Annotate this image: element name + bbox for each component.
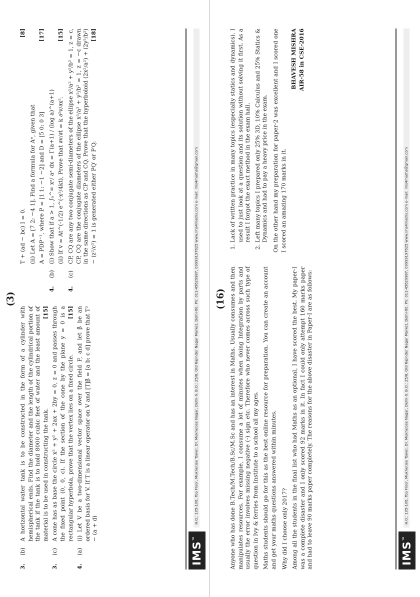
question-part	[39, 267, 47, 278]
question-part: (c)	[52, 547, 59, 555]
page-number: (16)	[216, 287, 226, 310]
signature	[291, 28, 306, 252]
paragraph: Maths students should go for this as the best online resource for preparation. You can create an account and get your maths questions answered within minutes.	[263, 265, 277, 569]
question-part: (b)	[48, 269, 55, 278]
question-part	[20, 267, 28, 278]
question-number: 4.	[48, 285, 55, 292]
question-item	[68, 28, 98, 292]
question-text	[58, 28, 66, 264]
question-text	[49, 28, 57, 264]
question-columns	[20, 28, 180, 569]
question-item	[52, 306, 75, 570]
question-body: A cone has as base the circle x² + y² + 2ax + 2by = 0, z = 0 and passes through the fixed point (0, 0, c). If the section of the cone by the plane y = 0 is a rectangular hyperbola, prove that the vertex lies on a fixed circle.	[52, 305, 74, 541]
paragraph: On the other hand my preparation for paper-2 was excellent and I scored one I scored an amazing 170 marks in it.	[272, 28, 287, 252]
page-16	[210, 0, 420, 597]
footer-address: H.O.: 105-106, Top Floor, Mukherjee Tower, Dr. Mukherjee Nagar, Delhi-9. B.O.: 25/8, Old Rajinder Nagar Market, Delhi-60. Ph: 011-45629987, 09999197625 www.ims4maths.com e-mail: ims4maths@gmail.com	[193, 28, 200, 527]
paragraph: Among all the students in the final list who had Maths as an optional, I have scored the best. My paper-I was a complete disaster and I only scored 92 marks in it. In fact I could only attempt 160 marks paper and had to leave 90 marks paper completely. The reasons for the above disaster in Paper-I are as follows:	[292, 265, 314, 569]
question-body: T + (ad − bc) I = 0.	[20, 207, 26, 264]
page-footer	[395, 28, 416, 569]
question-marks: [15]	[58, 28, 65, 42]
footer-address: H.O.: 105-106, Top Floor, Mukherjee Tower, Dr. Mukherjee Nagar, Delhi-9. B.O.: 25/8, Old Rajinder Nagar Market, Delhi-60. Ph: 011-45629987, 09999197625 www.ims4maths.com e-mail: ims4maths@gmail.com	[403, 28, 410, 527]
question-marks: [15]	[42, 305, 49, 319]
question-text	[20, 306, 50, 542]
question-marks: [17]	[39, 28, 46, 42]
question-text	[77, 306, 100, 542]
reasons-list	[230, 28, 270, 252]
question-column-2	[20, 28, 180, 292]
question-part	[30, 267, 38, 278]
question-marks: [8]	[20, 28, 26, 38]
question-text	[39, 28, 47, 264]
question-body: A horizontal water tank is to be constructed in the form of a cylinder with hemispherical ends. Find the diameter and the length of the cylindrical portion of the tank if the tank is to hold 8000 cubic feet of water and the least amount of material is to be used in constructing the tank.	[20, 305, 49, 541]
page-number: (3)	[6, 291, 16, 306]
question-text	[52, 306, 75, 542]
paragraph: Anyone who has done B.Tech/M.Tech/B.Sc/M.Sc and has an interest in Maths. Usually consumes and then manipulates resources. For example, I consume a lot of minutes when doing Integration by parts and usually the error involves missing negative (-) sign etc. Therefore who never comes across such type of question in Ivy & ferries from Institute to a school all my ages.	[230, 265, 259, 569]
question-item	[20, 306, 50, 570]
testimonial-column-2	[230, 28, 390, 252]
question-item	[30, 28, 38, 292]
question-number: 4.	[77, 563, 84, 569]
paragraph: Why did I choose only 2017?	[281, 487, 288, 569]
page-footer	[185, 28, 206, 569]
testimonial-content	[230, 28, 390, 569]
signature-name: BHAVESH MISHRA	[291, 28, 298, 89]
question-text	[30, 28, 38, 264]
question-marks: [15]	[67, 305, 74, 319]
question-number: 4.	[67, 285, 74, 292]
question-body: CP, CQ are any two conjugate semi-diameters of the ellipse x²/a² + y²/b² = 1, z = c, CP, CQ are the conjugate diameters of the ellipse x²/a² + y²/b² = 1, z = −c drawn in the same directions as CP and CQ. Prove that the hyperboloid (2x²/a²) + (2y²/b²) − (z²/c²) = 1 is generated either PQ′ or P′Q.	[67, 28, 97, 264]
question-number	[30, 281, 38, 292]
question-part: (a)	[77, 547, 84, 555]
question-item	[77, 306, 100, 570]
question-number	[20, 281, 28, 292]
question-column-1	[20, 306, 180, 570]
signature-rank: AIR-58 in CSE-2016	[298, 28, 305, 91]
question-item	[58, 28, 66, 292]
question-number	[39, 281, 47, 292]
question-text	[68, 28, 98, 264]
question-text	[20, 28, 28, 264]
question-body: (i) Let V be a two-dimensional vector space over the field F, and let β be an ordered basis for V. If T is a linear operator on V and [T]β = [a b; c d] prove that T² − (a + d)	[77, 305, 99, 541]
list-item: 2. Left many topics I prepared only 25% 3D, 10% Calculus and 25% Statics & Dynamics and had to pay a heavy price in the exam.	[255, 28, 270, 242]
question-marks: [18]	[90, 28, 97, 42]
question-body: (ii) If v = At^(-1/2) e^(-x²/4kt), Prove that ∂v/∂t = k ∂²v/∂x².	[58, 96, 65, 264]
question-part	[58, 267, 66, 278]
testimonial-column-1	[230, 266, 390, 569]
question-body: A = PDP⁻¹, where P = [1 1; −1 −2] and D = [5 0; 0 3]	[39, 111, 46, 264]
question-number: 3.	[52, 563, 59, 569]
question-item	[49, 28, 57, 292]
question-body: (ii) Let A = [7 2; −4 1]. Find a formula for Aⁿ, given that	[29, 104, 36, 264]
page-16-rotated-content	[210, 0, 420, 597]
question-number: 3.	[20, 563, 26, 569]
question-number	[58, 281, 66, 292]
question-part: (b)	[20, 547, 26, 555]
ims-logo: IMS™	[188, 531, 205, 569]
list-item: 1. Lack of written practice in many topics (especially statics and dynamics). I used to just look at a question and its solution without solving it first. As a result I forgot the exact method in the exam hall.	[230, 28, 253, 242]
question-item	[20, 28, 28, 292]
ims-logo: IMS™	[398, 531, 415, 569]
question-part: (c)	[67, 270, 74, 278]
question-body: (i) Show that if a > 1, ∫₀^∞ xᵃ/ aˣ dx = Γ(a+1) / (log a)^(a+1)	[48, 88, 55, 264]
question-item	[39, 28, 47, 292]
